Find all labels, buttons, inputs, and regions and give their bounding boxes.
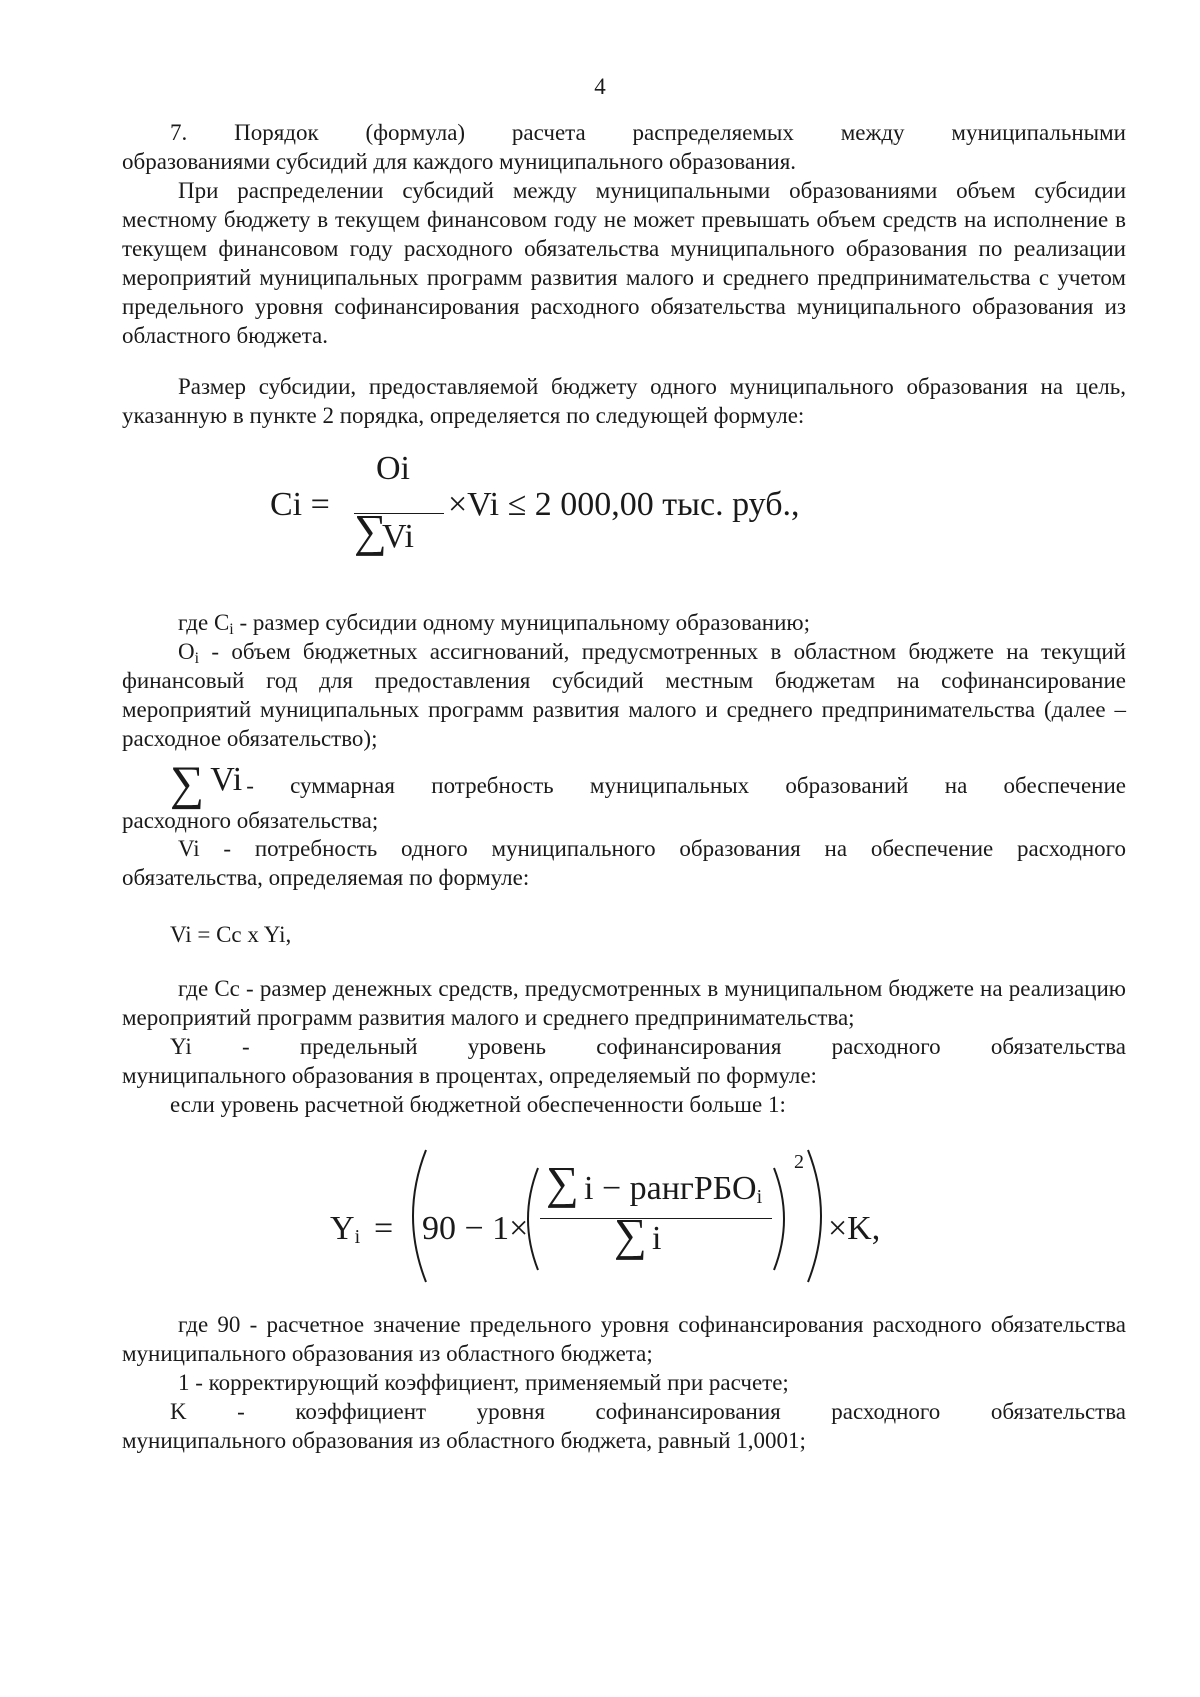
formula2-denominator: i [652,1220,662,1257]
formula2-lhs: $Y_i$ [330,1210,361,1248]
formula2-equals: = [374,1210,394,1247]
formula2-den-sum: ∑ [614,1209,647,1260]
distribution-paragraph: При распределении субсидий между муниципальными образованиями объем субсидии местному бюджету в текущем финансовом году не может превышать объем средств на исполнение в текущем финансовом году расходного обязательства муниципального образования по реализации мероприятий муниципальных программ развития малого и среднего предпринимательства с учетом предельного уровня софинансирования расходного обязательства муниципального образования из областного бюджета. [122,178,1126,348]
formula-subsidy-sum-symbol: ∑ [354,505,387,556]
definitions-block-1 [122,608,1126,753]
formula-vi-block [122,920,1126,949]
sum-vi-text: - суммарная потребность муниципальных образований на обеспечение [246,773,1126,798]
definition-cc-block [122,974,1126,1032]
size-paragraph-block [122,372,1126,430]
size-paragraph: Размер субсидии, предоставляемой бюджету одного муниципального образования на цель, указанную в пункте 2 порядка, определяется по следующей формуле: [122,374,1126,428]
formula2-rhs: ×K, [828,1210,881,1247]
formula2-inner-right-paren [768,1164,798,1274]
formula-vi: Vi = Cc x Yi, [170,922,292,947]
formula2-numerator: i − рангРБО$_i$ [584,1170,763,1208]
definition-cc: где Cc - размер денежных средств, предусмотренных в муниципальном бюджете на реализацию мероприятий программ развития малого и среднего предпринимательства; [122,976,1126,1030]
formula2-power: 2 [794,1151,804,1173]
definition-k-line-2: муниципального образования из областного бюджета, равный 1,0001; [122,1428,806,1453]
definition-vi: Vi - потребность одного муниципального образования на обеспечение расходного обязательства, определяемая по формуле: [122,836,1126,890]
formula-subsidy-lhs: Ci = [270,486,330,523]
definition-yi-line-2: муниципального образования в процентах, определяемый по формуле: [122,1063,817,1088]
sum-vi-variable: Vi [210,761,243,798]
definition-oi: $O_i$ - объем бюджетных ассигнований, предусмотренных в областном бюджете на текущий финансовый год для предоставления субсидий местным бюджетам на софинансирование мероприятий муниципальных программ развития малого и среднего предпринимательства (далее – расходное обязательство); [122,639,1126,751]
formula-subsidy-rhs: ×Vi ≤ 2 000,00 тыс. руб., [448,486,800,523]
page-number: 4 [594,74,606,99]
definition-yi-line-1: Yi - предельный уровень софинансирования расходного обязательства [170,1034,1126,1059]
definition-yi-block [122,1032,1126,1119]
formula2-term: 90 − 1× [422,1210,529,1247]
definition-vi-block [122,834,1126,892]
section-7-line-2: образованиями субсидий для каждого муниципального образования. [122,149,797,174]
definition-1: 1 - корректирующий коэффициент, применяемый при расчете; [178,1370,789,1395]
formula-subsidy-denominator: Vi [382,518,414,555]
section-7-line-1: 7. Порядок (формула) расчета распределяемых между муниципальными [170,120,1126,145]
formula2-inner-left-paren [514,1164,544,1274]
definition-ci: где $C_i$ - размер субсидии одному муниципальному образованию; [178,610,810,638]
sum-vi-symbol: ∑ [170,757,205,810]
definitions-block-2 [122,1310,1126,1455]
formula2-num-sum: ∑ [546,1157,579,1208]
formula2-fraction-line [540,1218,772,1219]
definition-sum-vi [122,757,1126,835]
section-7-heading [122,118,1126,176]
definition-k-line-1: K - коэффициент уровня софинансирования расходного обязательства [170,1399,1126,1424]
condition-text: если уровень расчетной бюджетной обеспеченности больше 1: [170,1092,786,1117]
definition-90: где 90 - расчетное значение предельного уровня софинансирования расходного обязательства муниципального образования из областного бюджета; [122,1312,1126,1366]
distribution-paragraph-block [122,176,1126,350]
sum-vi-line-2: расходного обязательства; [122,808,379,833]
formula-subsidy-numerator: Oi [376,450,410,487]
